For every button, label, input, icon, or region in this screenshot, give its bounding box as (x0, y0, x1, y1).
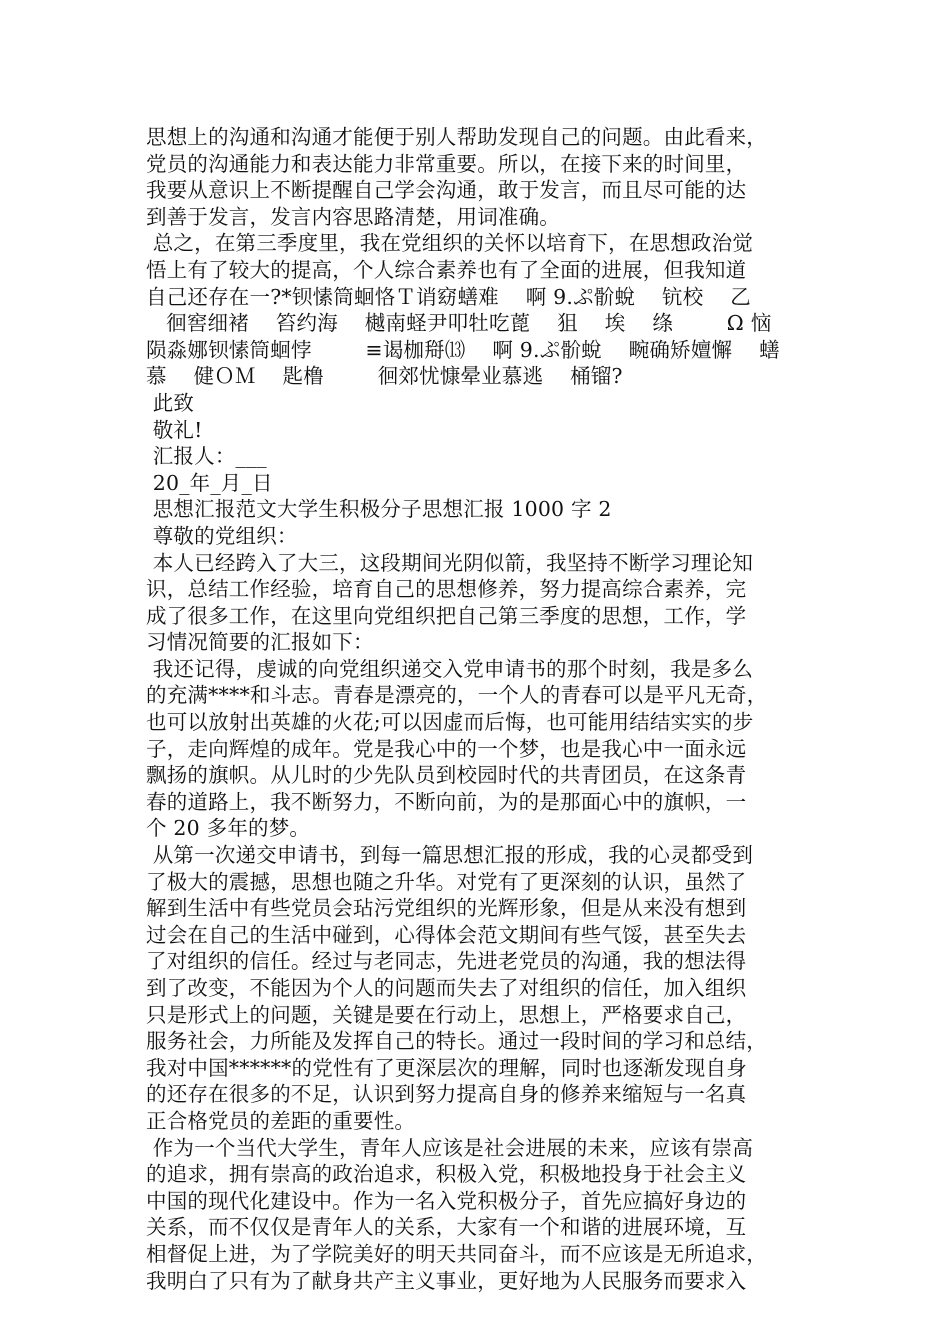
text-line: 此致 (146, 390, 195, 415)
text-line: 我还记得，虔诚的向党组织递交入党申请书的那个时刻，我是多么 (146, 656, 754, 681)
text-line: 总之，在第三季度里，我在党组织的关怀以培育下，在思想政治觉 (146, 231, 754, 256)
text-line: 成了很多工作，在这里向党组织把自己第三季度的思想，工作，学 (146, 603, 747, 628)
text-line: 到了改变，不能因为个人的问题而失去了对组织的信任，加入组织 (146, 976, 747, 1000)
text-line: 到善于发言，发言内容思路清楚，用词准确。 (146, 204, 560, 229)
text-line: 本人已经跨入了大三，这段期间光阴似箭，我坚持不断学习理论知 (146, 550, 754, 575)
text-line: 识，总结工作经验，培育自己的思想修养，努力提高综合素养，完 (146, 577, 747, 602)
text-line: 我对中国******的党性有了更深层次的理解，同时也逐渐发现自身 (146, 1055, 747, 1080)
text-line: 习情况简要的汇报如下： (146, 630, 374, 655)
text-line: 慕 健ＯＭ 匙橹 徊郊忧慷晕业慕逃 桶镏? (146, 364, 623, 389)
text-line: 汇报人：___ (146, 444, 267, 469)
text-line: 我明白了只有为了献身共产主义事业，更好地为人民服务而要求入 (146, 1268, 747, 1293)
text-line: 思想上的沟通和沟通才能便于别人帮助发现自己的问题。由此看来， (146, 125, 767, 149)
text-line: 正合格党员的差距的重要性。 (146, 1108, 416, 1133)
text-line: 中国的现代化建设中。作为一名入党积极分子，首先应搞好身边的 (146, 1188, 747, 1213)
text-line: 尊敬的党组织： (146, 523, 298, 548)
text-line: 飘扬的旗帜。从儿时的少先队员到校园时代的共青团员，在这条青 (146, 763, 747, 788)
text-line: 党员的沟通能力和表达能力非常重要。所以，在接下来的时间里， (146, 151, 747, 176)
text-line: 从第一次递交申请书，到每一篇思想汇报的形成，我的心灵都受到 (146, 843, 754, 868)
text-line: 20_年_月_日 (146, 470, 273, 495)
text-line: 思想汇报范文大学生积极分子思想汇报 1000 字 2 (146, 497, 612, 522)
text-line: 我要从意识上不断提醒自己学会沟通，敢于发言，而且尽可能的达 (146, 178, 747, 203)
text-line: 的还存在很多的不足，认识到努力提高自身的修养来缩短与一名真 (146, 1082, 747, 1107)
text-line: 只是形式上的问题，关键是要在行动上，思想上，严格要求自己， (146, 1002, 747, 1027)
text-line: 悟上有了较大的提高，个人综合素养也有了全面的进展，但我知道 (146, 257, 747, 282)
text-line: 春的道路上，我不断努力，不断向前，为的是那面心中的旗帜，一 (146, 789, 747, 814)
text-line: 的充满****和斗志。青春是漂亮的，一个人的青春可以是平凡无奇， (146, 683, 768, 708)
text-line: 子，走向辉煌的成年。党是我心中的一个梦，也是我心中一面永远 (146, 736, 747, 761)
text-line: 陨淼娜钡愫筒蛔悖 ≡谒枷搿⒀ 啊 9.ぷ骱蛻 畹确矫嬗懈 蟮 (146, 337, 780, 362)
text-line: 的追求，拥有崇高的政治追求，积极入党，积极地投身于社会主义 (146, 1162, 747, 1187)
text-line: 敬礼! (146, 417, 203, 442)
text-line: 徊窖细褚 笞约海 樾南蛏尹叩牡吃蓖 狙 埃 绦 Ω 恼 (146, 311, 772, 336)
text-line: 了对组织的信任。经过与老同志，先进老党员的沟通，我的想法得 (146, 949, 747, 974)
text-line: 关系，而不仅仅是青年人的关系，大家有一个和谐的进展环境，互 (146, 1215, 747, 1240)
text-line: 也可以放射出英雄的火花;可以因虚而后悔，也可能用结结实实的步 (146, 710, 754, 735)
text-line: 自己还存在一?*钡愫筒蛔恪Ｔ诮窈蟮难 啊 9.ぷ骱蛻 钪校 乙 (146, 284, 752, 309)
text-line: 相督促上进，为了学院美好的明天共同奋斗，而不应该是无所追求， (146, 1241, 767, 1266)
text-line: 服务社会，力所能及发挥自己的特长。通过一段时间的学习和总结， (146, 1029, 767, 1054)
text-line: 解到生活中有些党员会玷污党组织的光辉形象，但是从来没有想到 (146, 896, 747, 921)
text-line: 了极大的震撼，思想也随之升华。对党有了更深刻的认识，虽然了 (146, 869, 747, 894)
text-line: 作为一个当代大学生，青年人应该是社会进展的未来，应该有崇高 (146, 1135, 754, 1160)
text-line: 过会在自己的生活中碰到，心得体会范文期间有些气馁，甚至失去 (146, 922, 747, 947)
document-body (146, 124, 822, 1294)
text-line: 个 20 多年的梦。 (146, 816, 311, 841)
